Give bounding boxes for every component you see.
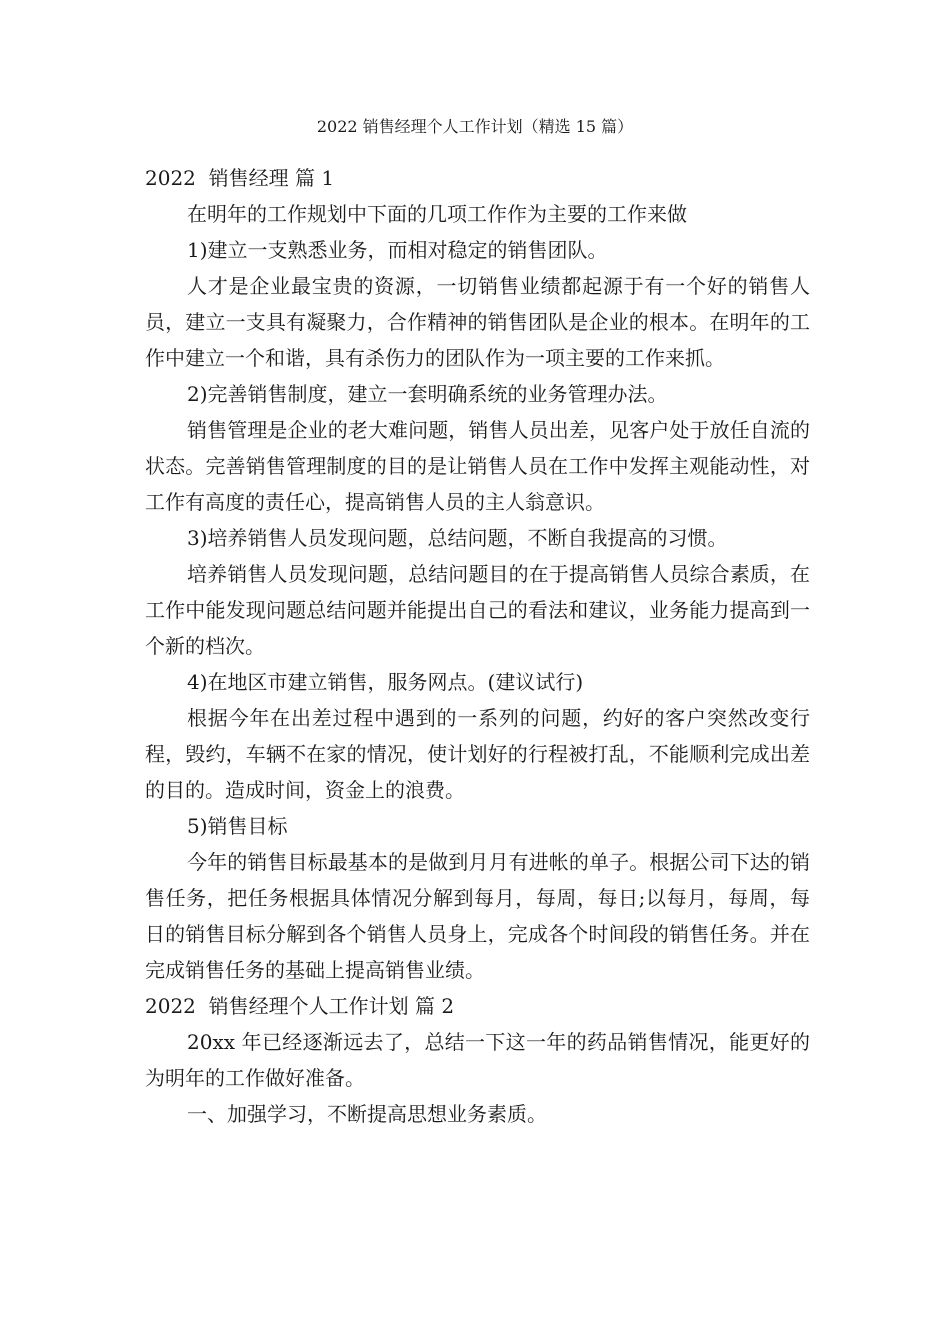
list-item: 一、加强学习，不断提高思想业务素质。 <box>187 1102 547 1126</box>
section-heading: 2022 销售经理 篇 1 <box>145 166 335 190</box>
list-item: 1)建立一支熟悉业务，而相对稳定的销售团队。 <box>187 238 608 262</box>
list-item: 2)完善销售制度，建立一套明确系统的业务管理办法。 <box>187 382 668 406</box>
paragraph: 人才是企业最宝贵的资源，一切销售业绩都起源于有一个好的销售人员，建立一支具有凝聚力，合作精神的销售团队是企业的根本。在明年的工作中建立一个和谐，具有杀伤力的团队作为一项主要的工作来抓。 <box>145 274 810 370</box>
paragraph: 今年的销售目标最基本的是做到月月有进帐的单子。根据公司下达的销售任务，把任务根据具体情况分解到每月，每周，每日;以每月，每周，每日的销售目标分解到各个销售人员身上，完成各个时间段的销售任务。并在完成销售任务的基础上提高销售业绩。 <box>145 850 810 982</box>
paragraph: 培养销售人员发现问题，总结问题目的在于提高销售人员综合素质，在工作中能发现问题总结问题并能提出自己的看法和建议，业务能力提高到一个新的档次。 <box>145 562 810 658</box>
document-body <box>145 160 810 1132</box>
paragraph: 在明年的工作规划中下面的几项工作作为主要的工作来做 <box>187 202 687 226</box>
paragraph: 根据今年在出差过程中遇到的一系列的问题，约好的客户突然改变行程，毁约，车辆不在家的情况，使计划好的行程被打乱，不能顺利完成出差的目的。造成时间，资金上的浪费。 <box>145 706 810 802</box>
document-title: 2022 销售经理个人工作计划（精选 15 篇） <box>316 117 634 136</box>
paragraph: 销售管理是企业的老大难问题，销售人员出差，见客户处于放任自流的状态。完善销售管理制度的目的是让销售人员在工作中发挥主观能动性，对工作有高度的责任心，提高销售人员的主人翁意识。 <box>145 418 810 514</box>
section-heading: 2022 销售经理个人工作计划 篇 2 <box>145 994 455 1018</box>
list-item: 3)培养销售人员发现问题，总结问题，不断自我提高的习惯。 <box>187 526 728 550</box>
list-item: 5)销售目标 <box>187 814 288 838</box>
list-item: 4)在地区市建立销售，服务网点。(建议试行) <box>187 670 584 694</box>
paragraph: 20xx 年已经逐渐远去了，总结一下这一年的药品销售情况，能更好的为明年的工作做好准备。 <box>145 1030 810 1090</box>
